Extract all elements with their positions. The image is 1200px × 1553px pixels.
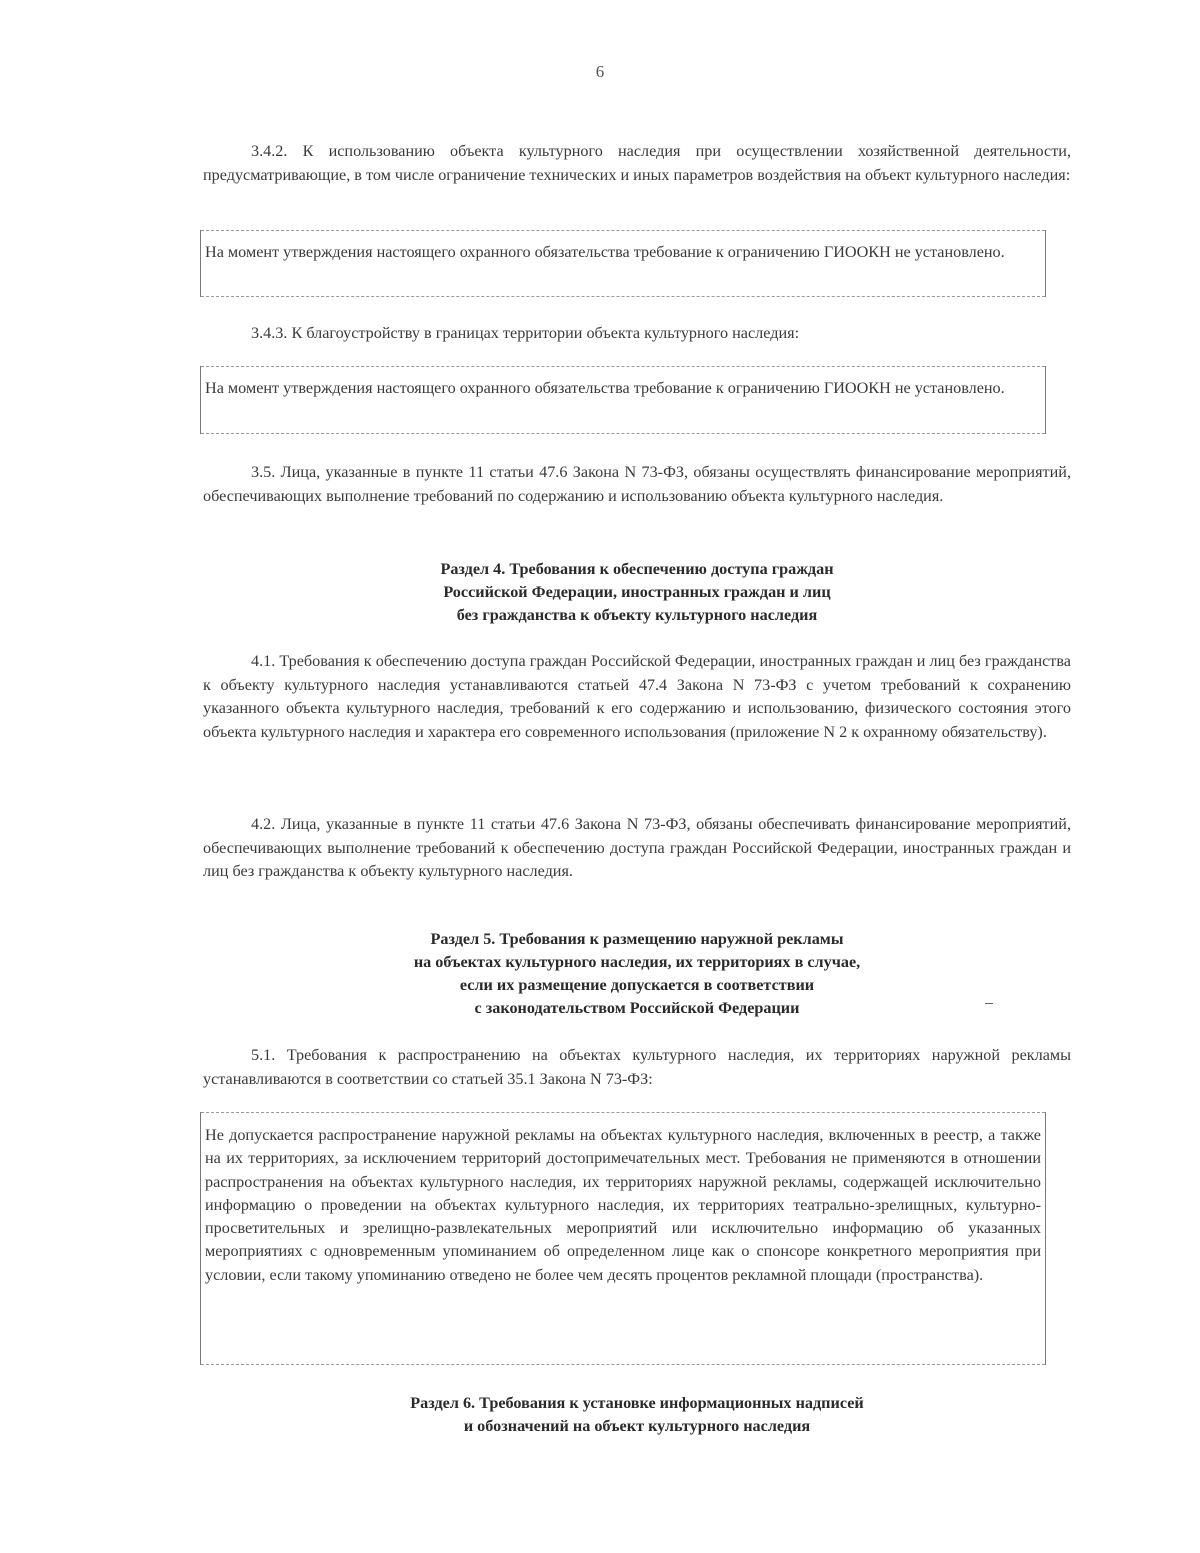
paragraph-3-4-3: 3.4.3. К благоустройству в границах территории объекта культурного наследия: bbox=[251, 324, 800, 342]
section-5-line-2: на объектах культурного наследия, их территориях в случае, bbox=[413, 953, 861, 971]
section-5-line-3: если их размещение допускается в соответствии bbox=[459, 976, 815, 994]
requirement-box-3 bbox=[200, 1112, 1046, 1365]
box-bottom-rule bbox=[201, 433, 1045, 434]
box-3-text: Не допускается распространение наружной рекламы на объектах культурного наследия, включенных в реестр, а также на их территориях, за исключением территорий достопримечательных мест. Требования не применяются в отношении распространения на объектах культурного наследия, их территориях наружной рекламы, содержащей исключительно информацию о проведении на объектах культурного наследия, их территориях театрально-зрелищных, культурно-просветительных и зрелищно-развлекательных мероприятий или исключительно информацию об указанных мероприятиях с одновременным упоминанием об определенном лице как о спонсоре конкретного мероприятия при условии, если такому упоминанию отведено не более чем десять процентов рекламной площади (пространства). bbox=[205, 1126, 1041, 1284]
page-number: 6 bbox=[595, 62, 605, 81]
paragraph-3-4-2: 3.4.2. К использованию объекта культурного наследия при осуществлении хозяйственной деятельности, предусматривающие, в том числе ограничение технических и иных параметров воздействия на объект культурного наследия: bbox=[203, 142, 1071, 184]
section-4-line-2: Российской Федерации, иностранных граждан и лиц bbox=[443, 583, 831, 601]
section-5-heading bbox=[203, 928, 1071, 1020]
section-6-heading bbox=[203, 1392, 1071, 1438]
box-1-text: На момент утверждения настоящего охранного обязательства требование к ограничению ГИООКН не установлено. bbox=[205, 243, 1005, 261]
paragraph-3-5: 3.5. Лица, указанные в пункте 11 статьи 47.6 Закона N 73-ФЗ, обязаны осуществлять финансирование мероприятий, обеспечивающих выполнение требований по содержанию и использованию объекта культурного наследия. bbox=[203, 463, 1071, 505]
requirement-box-2 bbox=[200, 366, 1046, 434]
section-6-line-1: Раздел 6. Требования к установке информационных надписей bbox=[410, 1394, 864, 1412]
stray-mark bbox=[985, 1003, 993, 1004]
box-top-rule bbox=[201, 1112, 1045, 1113]
paragraph-5-1: 5.1. Требования к распространению на объектах культурного наследия, их территориях наружной рекламы устанавливаются в соответствии со статьей 35.1 Закона N 73-ФЗ: bbox=[203, 1046, 1071, 1088]
requirement-box-1 bbox=[200, 230, 1046, 297]
paragraph-4-1: 4.1. Требования к обеспечению доступа граждан Российской Федерации, иностранных граждан и лиц без гражданства к объекту культурного наследия устанавливаются статьей 47.4 Закона N 73-ФЗ с учетом требований к сохранению указанного объекта культурного наследия, требований к его содержанию и использованию, физического состояния этого объекта культурного наследия и характера его современного использования (приложение N 2 к охранному обязательству). bbox=[203, 652, 1071, 741]
box-top-rule bbox=[201, 230, 1045, 231]
section-4-line-3: без гражданства к объекту культурного наследия bbox=[456, 606, 818, 624]
paragraph-4-2: 4.2. Лица, указанные в пункте 11 статьи 47.6 Закона N 73-ФЗ, обязаны обеспечивать финансирование мероприятий, обеспечивающих выполнение требований к обеспечению доступа граждан Российской Федерации, иностранных граждан и лиц без гражданства к объекту культурного наследия. bbox=[203, 815, 1071, 880]
box-2-text: На момент утверждения настоящего охранного обязательства требование к ограничению ГИООКН не установлено. bbox=[205, 379, 1005, 397]
box-top-rule bbox=[201, 366, 1045, 367]
box-bottom-rule bbox=[201, 296, 1045, 297]
section-5-line-4: с законодательством Российской Федерации bbox=[474, 999, 800, 1017]
section-5-line-1: Раздел 5. Требования к размещению наружной рекламы bbox=[430, 930, 844, 948]
section-4-line-1: Раздел 4. Требования к обеспечению доступа граждан bbox=[440, 560, 834, 578]
box-bottom-rule bbox=[201, 1364, 1045, 1365]
section-6-line-2: и обозначений на объект культурного наследия bbox=[463, 1417, 811, 1435]
section-4-heading bbox=[203, 558, 1071, 627]
